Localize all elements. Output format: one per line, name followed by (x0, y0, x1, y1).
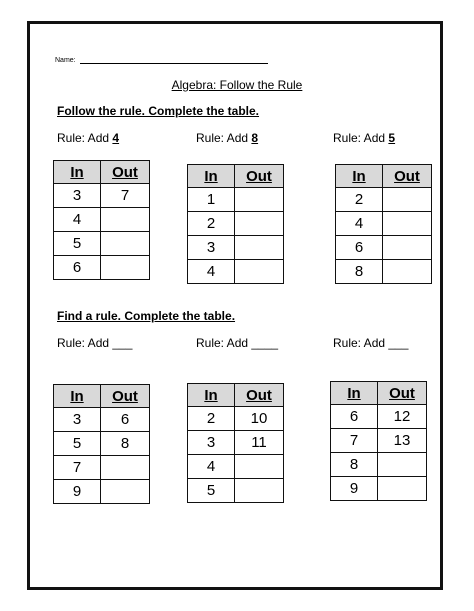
table-row (336, 188, 432, 212)
rule-value: 8 (251, 131, 259, 145)
section2-table-3 (330, 381, 427, 501)
in-cell: 5 (54, 432, 101, 456)
name-field (55, 55, 268, 64)
out-cell[interactable] (101, 480, 150, 504)
out-cell[interactable] (101, 232, 150, 256)
out-cell[interactable] (235, 479, 284, 503)
in-cell: 1 (188, 188, 235, 212)
section2-heading: Find a rule. Complete the table. (57, 309, 236, 323)
section1-table-1 (53, 160, 150, 280)
in-cell: 6 (54, 256, 101, 280)
out-cell[interactable] (101, 208, 150, 232)
section2-table-2 (187, 383, 284, 503)
out-cell[interactable] (235, 188, 284, 212)
out-cell[interactable] (235, 260, 284, 284)
table-header-row (188, 384, 284, 407)
table-header-row (54, 385, 150, 408)
table-row (188, 407, 284, 431)
in-cell: 4 (188, 455, 235, 479)
section1-table-3 (335, 164, 432, 284)
table-row (336, 236, 432, 260)
out-cell[interactable] (383, 188, 432, 212)
out-header: Out (383, 165, 432, 188)
table-row (54, 432, 150, 456)
in-cell: 8 (336, 260, 383, 284)
in-cell: 9 (331, 477, 378, 501)
table-row (331, 477, 427, 501)
rule-prefix: Rule: Add (196, 131, 249, 145)
table-row (54, 232, 150, 256)
in-cell: 2 (336, 188, 383, 212)
in-header: In (54, 161, 101, 184)
table-row (188, 479, 284, 503)
in-header: In (331, 382, 378, 405)
table-row (54, 184, 150, 208)
name-label: Name: (55, 57, 76, 64)
out-cell[interactable] (101, 456, 150, 480)
table-row (336, 212, 432, 236)
in-cell: 9 (54, 480, 101, 504)
in-cell: 7 (54, 456, 101, 480)
table-row (188, 212, 284, 236)
in-cell: 2 (188, 407, 235, 431)
table-header-row (336, 165, 432, 188)
table-header-row (331, 382, 427, 405)
out-cell[interactable] (235, 455, 284, 479)
in-cell: 3 (188, 236, 235, 260)
out-cell[interactable] (378, 453, 427, 477)
section1-rule-2 (196, 131, 258, 145)
in-cell: 7 (331, 429, 378, 453)
table-row (54, 256, 150, 280)
in-cell: 4 (188, 260, 235, 284)
out-header: Out (235, 384, 284, 407)
table-header-row (54, 161, 150, 184)
out-header: Out (378, 382, 427, 405)
section2-rule-3: Rule: Add ___ (333, 336, 409, 350)
out-cell[interactable]: 12 (378, 405, 427, 429)
table-row (54, 456, 150, 480)
table-row (188, 260, 284, 284)
table-row (188, 236, 284, 260)
in-header: In (54, 385, 101, 408)
table-header-row (188, 165, 284, 188)
out-cell[interactable]: 11 (235, 431, 284, 455)
worksheet-title: Algebra: Follow the Rule (171, 78, 303, 92)
out-cell[interactable] (383, 212, 432, 236)
section2-table-1 (53, 384, 150, 504)
in-cell: 5 (54, 232, 101, 256)
out-cell[interactable] (383, 236, 432, 260)
in-header: In (336, 165, 383, 188)
out-cell[interactable] (383, 260, 432, 284)
out-header: Out (101, 385, 150, 408)
rule-prefix: Rule: Add (57, 131, 110, 145)
in-cell: 6 (336, 236, 383, 260)
out-cell[interactable]: 8 (101, 432, 150, 456)
section1-rule-1 (57, 131, 119, 145)
table-row (331, 429, 427, 453)
table-row (54, 408, 150, 432)
table-row (54, 208, 150, 232)
out-header: Out (101, 161, 150, 184)
table-row (331, 453, 427, 477)
out-cell[interactable] (378, 477, 427, 501)
out-cell[interactable] (101, 256, 150, 280)
rule-prefix: Rule: Add (333, 131, 386, 145)
section2-rule-2: Rule: Add ____ (196, 336, 279, 350)
table-row (188, 455, 284, 479)
in-cell: 8 (331, 453, 378, 477)
section1-table-2 (187, 164, 284, 284)
in-cell: 5 (188, 479, 235, 503)
name-blank[interactable] (80, 55, 268, 64)
in-cell: 4 (54, 208, 101, 232)
rule-value: 5 (388, 131, 396, 145)
table-row (54, 480, 150, 504)
in-cell: 3 (54, 184, 101, 208)
table-row (188, 188, 284, 212)
out-header: Out (235, 165, 284, 188)
out-cell[interactable]: 13 (378, 429, 427, 453)
in-cell: 6 (331, 405, 378, 429)
in-cell: 2 (188, 212, 235, 236)
section1-heading: Follow the rule. Complete the table. (57, 104, 260, 118)
table-row (331, 405, 427, 429)
in-header: In (188, 165, 235, 188)
in-cell: 4 (336, 212, 383, 236)
in-cell: 3 (188, 431, 235, 455)
out-cell[interactable] (235, 212, 284, 236)
section1-rule-3 (333, 131, 395, 145)
in-cell: 3 (54, 408, 101, 432)
out-cell[interactable] (235, 236, 284, 260)
rule-value: 4 (112, 131, 120, 145)
out-cell[interactable]: 6 (101, 408, 150, 432)
table-row (336, 260, 432, 284)
in-header: In (188, 384, 235, 407)
section2-rule-1: Rule: Add ___ (57, 336, 133, 350)
out-cell[interactable]: 7 (101, 184, 150, 208)
out-cell[interactable]: 10 (235, 407, 284, 431)
table-row (188, 431, 284, 455)
